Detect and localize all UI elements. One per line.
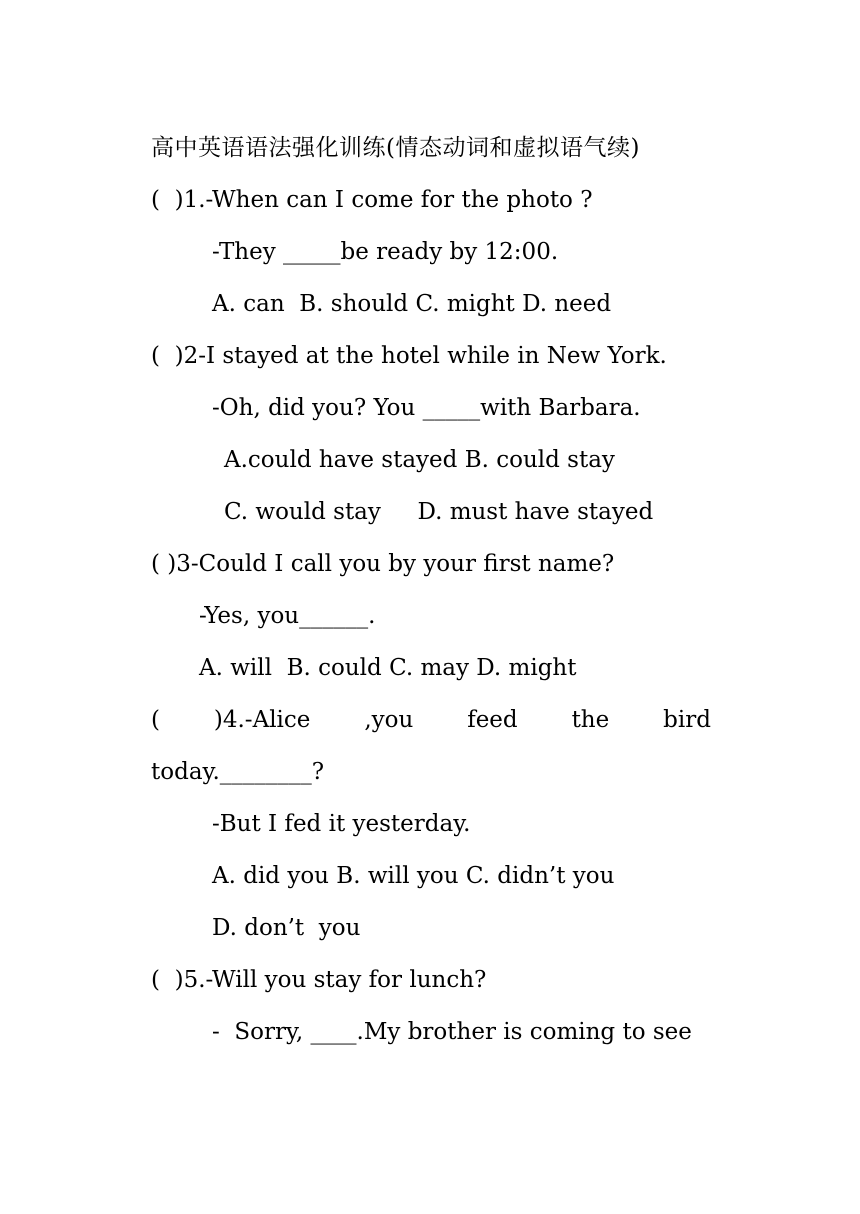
q4-word: the [571, 707, 610, 733]
q4-question-continued: today.________? [151, 759, 325, 785]
q4-word: )4.-Alice [213, 707, 311, 733]
q4-question [151, 706, 711, 734]
q4-options-line2: D. don’t you [212, 915, 361, 941]
q2-answer: -Oh, did you? You _____with Barbara. [212, 395, 641, 421]
q3-options: A. will B. could C. may D. might [199, 655, 577, 681]
q1-question: ( )1.-When can I come for the photo ? [151, 187, 593, 213]
q4-word: feed [467, 707, 518, 733]
q4-options-line1: A. did you B. will you C. didn’t you [212, 863, 615, 889]
page-title: 高中英语语法强化训练(情态动词和虚拟语气续) [151, 135, 640, 161]
q3-answer: -Yes, you______. [199, 603, 376, 629]
q4-word: ( [151, 707, 160, 733]
q4-word: bird [663, 707, 711, 733]
q1-options: A. can B. should C. might D. need [212, 291, 612, 317]
q2-options-line1: A.could have stayed B. could stay [224, 447, 615, 473]
q5-answer: - Sorry, ____.My brother is coming to see [212, 1019, 692, 1045]
q4-word: ,you [364, 707, 414, 733]
q5-question: ( )5.-Will you stay for lunch? [151, 967, 487, 993]
q1-answer: -They _____be ready by 12:00. [212, 239, 559, 265]
q2-question: ( )2-I stayed at the hotel while in New York. [151, 343, 667, 369]
q2-options-line2: C. would stay D. must have stayed [224, 499, 654, 525]
q3-question: ( )3-Could I call you by your first name? [151, 551, 615, 577]
q4-answer: -But I fed it yesterday. [212, 811, 471, 837]
